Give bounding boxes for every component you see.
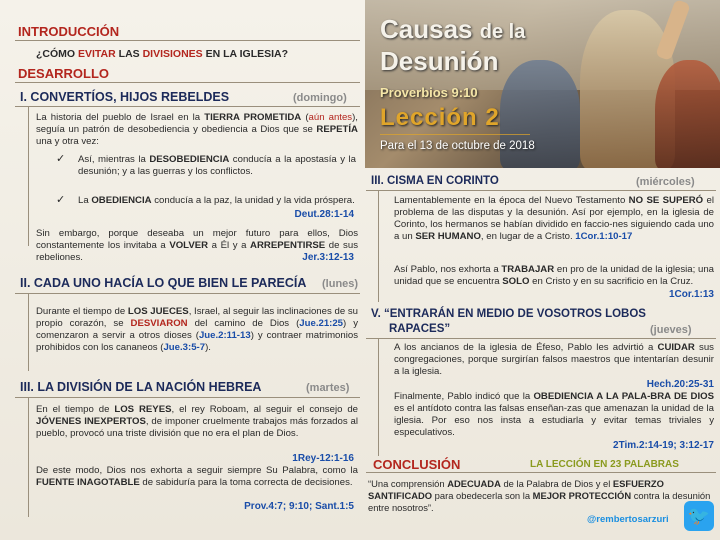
lesson-number: Lección 2 bbox=[380, 104, 500, 131]
art-figure bbox=[655, 60, 720, 168]
section-5-heading-line-2: RAPACES” bbox=[389, 323, 451, 335]
section-4-para-1: Lamentablemente en la época del Nuevo Testamento NO SE SUPERÓ el problema de las disputas y la desunión. Así por ejemplo, en la iglesia de Corinto, los hermanos se habían dividido en faccio-nes siguiendo cada uno a un SER HUMANO, en lugar de a Cristo. 1Cor.1:10-17 bbox=[394, 195, 714, 243]
section-1-rule bbox=[28, 106, 29, 246]
divider bbox=[15, 106, 360, 107]
section-1-heading: I. CONVERTÍOS, HIJOS REBELDES bbox=[20, 90, 230, 104]
section-2-para-1: Durante el tiempo de LOS JUECES, Israel, al seguir las inclinaciones de su propio corazón, se DESVIARON del camino de Dios (Jue.21:25) y comenzaron a servir a otros dioses (Jue.2:11-13) y contraer matrimonios prohibidos con los cananeos (Jue.3:5-7). bbox=[36, 306, 358, 354]
divider bbox=[15, 40, 360, 41]
divider bbox=[15, 293, 360, 294]
section-2-day: (lunes) bbox=[322, 278, 359, 290]
section-5-day: (jueves) bbox=[650, 324, 692, 336]
section-2-rule bbox=[28, 293, 29, 371]
lesson-date: Para el 13 de octubre de 2018 bbox=[380, 140, 535, 152]
section-1-bullet-2: La OBEDIENCIA conducía a la paz, la unidad y la vida próspera. bbox=[78, 195, 355, 206]
check-icon: ✓ bbox=[56, 153, 66, 165]
section-4-rule bbox=[378, 190, 379, 302]
section-5-para-2: Finalmente, Pablo indicó que la OBEDIENCIA A LA PALA-BRA DE DIOS es el antídoto contra las falsas enseñan-zas que amenazan la unidad de la iglesia. Por eso nos insta a estudiarla y evitar temas triviales y especulativos. bbox=[394, 391, 714, 439]
section-5-ref-2: 2Tim.2:14-19; 3:12-17 bbox=[613, 440, 714, 451]
conclusion-tag: LA LECCIÓN EN 23 PALABRAS bbox=[530, 459, 679, 470]
divider bbox=[366, 472, 716, 473]
check-icon: ✓ bbox=[56, 194, 66, 206]
section-4-day: (miércoles) bbox=[636, 176, 695, 188]
section-3-rule bbox=[28, 397, 29, 517]
section-2-heading: II. CADA UNO HACÍA LO QUE BIEN LE PARECÍA bbox=[20, 276, 307, 290]
section-3-para-2: De este modo, Dios nos exhorta a seguir siempre Su Palabra, como la FUENTE INAGOTABLE de sabiduría para la toma correcta de decisiones. bbox=[36, 465, 358, 489]
divider bbox=[380, 134, 530, 135]
proverb-reference: Proverbios 9:10 bbox=[380, 85, 478, 100]
twitter-handle[interactable]: @rembertosarzuri bbox=[587, 514, 669, 525]
twitter-icon[interactable]: 🐦 bbox=[684, 501, 714, 531]
lesson-title-line-1: Causas de la bbox=[380, 14, 526, 44]
section-4-para-2: Así Pablo, nos exhorta a TRABAJAR en pro de la unidad de la iglesia; una unidad que se encuentra SOLO en Cristo y en su sacrificio en la Cruz. bbox=[394, 264, 714, 288]
section-5-rule bbox=[378, 338, 379, 456]
section-3-heading: III. LA DIVISIÓN DE LA NACIÓN HEBREA bbox=[20, 380, 262, 394]
intro-question: ¿CÓMO EVITAR LAS DIVISIONES EN LA IGLESIA? bbox=[36, 48, 289, 60]
section-3-day: (martes) bbox=[306, 382, 350, 394]
section-5-heading-line-1: V. “ENTRARÁN EN MEDIO DE VOSOTROS LOBOS bbox=[371, 308, 646, 320]
section-1-ref-2: Jer.3:12-13 bbox=[302, 252, 354, 263]
conclusion-quote: “Una comprensión ADECUADA de la Palabra de Dios y el ESFUERZO SANTIFICADO para obedecerla son la MEJOR PROTECCIÓN contra la desunión entre nosotros”. bbox=[368, 478, 711, 514]
section-1-para-2: Sin embargo, porque deseaba un mejor futuro para ellos, Dios constantemente los invitaba a VOLVER a Él y a ARREPENTIRSE de sus rebeliones. bbox=[36, 228, 358, 264]
section-3-ref-2: Prov.4:7; 9:10; Sant.1:5 bbox=[244, 501, 354, 512]
divider bbox=[366, 190, 716, 191]
section-5-para-1: A los ancianos de la iglesia de Éfeso, Pablo les advirtió a CUIDAR sus congregaciones, porque surgirían falsos maestros que intentarían desunir a la iglesia. bbox=[394, 342, 714, 378]
section-5-ref-1: Hech.20:25-31 bbox=[646, 379, 714, 390]
lesson-title-line-2: Desunión bbox=[380, 46, 499, 76]
section-3-para-1: En el tiempo de LOS REYES, el rey Roboam, al seguir el consejo de JÓVENES INEXPERTOS, de imponer cruelmente trabajos más forzados al pueblo, provocó una triste división que no era el plan de Dios. bbox=[36, 404, 358, 440]
section-1-ref-1: Deut.28:1-14 bbox=[294, 209, 354, 220]
divider bbox=[15, 82, 360, 83]
section-1-para-1: La historia del pueblo de Israel en la TIERRA PROMETIDA (aún antes), seguía un patrón de desobediencia y obediencia a Dios que se REPETÍA una y otra vez: bbox=[36, 112, 358, 148]
section-3-ref-1: 1Rey-12:1-16 bbox=[292, 453, 354, 464]
section-4-heading: III. CISMA EN CORINTO bbox=[371, 175, 499, 187]
development-heading: DESARROLLO bbox=[18, 66, 109, 81]
conclusion-heading: CONCLUSIÓN bbox=[373, 457, 461, 472]
section-1-bullet-1: Así, mientras la DESOBEDIENCIA conducía a la apostasía y la desunión; y a las guerras y los conflictos. bbox=[78, 154, 356, 178]
divider bbox=[15, 397, 360, 398]
intro-heading: INTRODUCCIÓN bbox=[18, 24, 120, 39]
section-4-ref-2: 1Cor.1:13 bbox=[668, 289, 714, 300]
section-1-day: (domingo) bbox=[293, 92, 347, 104]
divider bbox=[366, 338, 716, 339]
